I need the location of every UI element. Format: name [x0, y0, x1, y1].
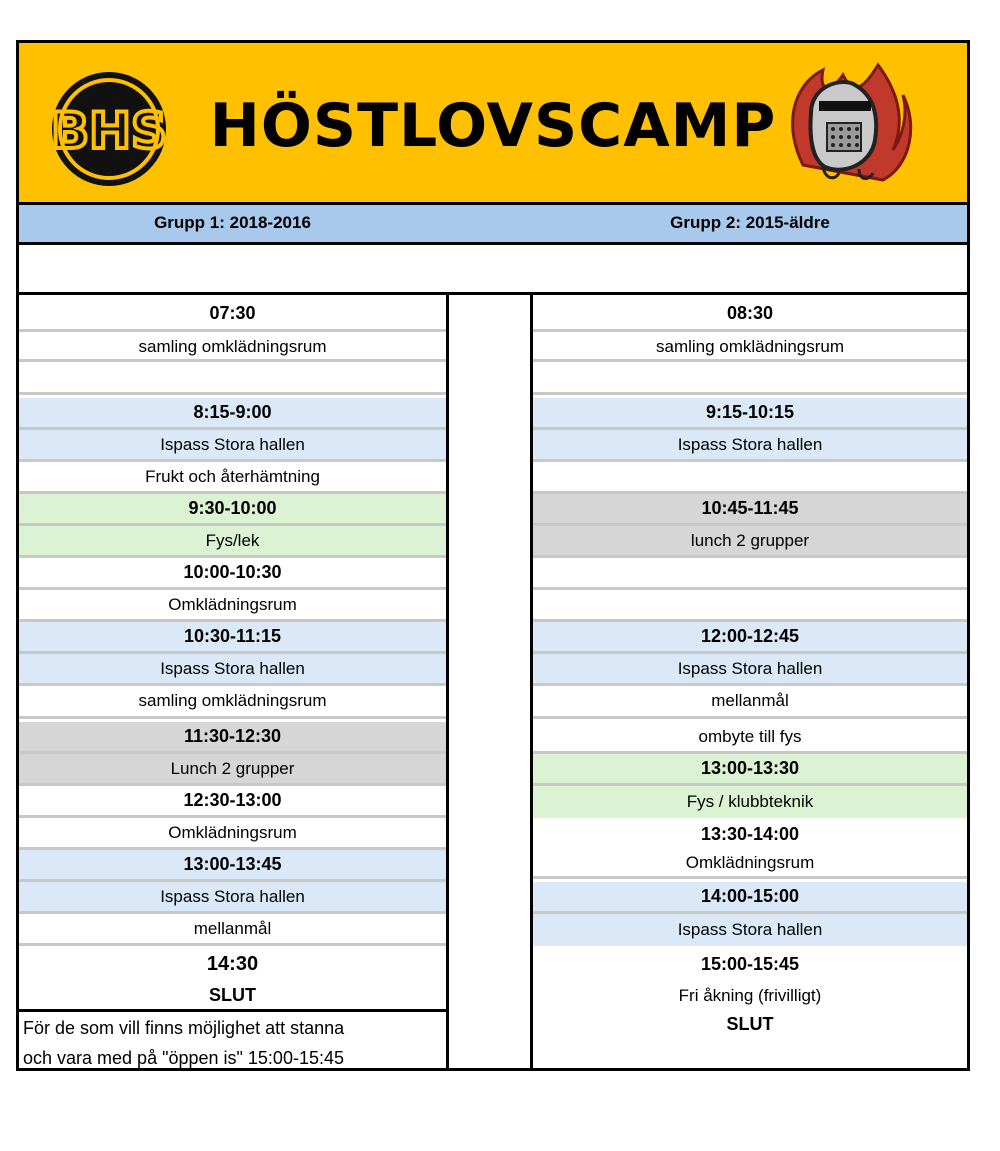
time-slot: 14:00-15:00: [533, 882, 967, 914]
note-line-1: För de som vill finns möjlighet att stanna: [23, 1018, 345, 1038]
time-slot: 13:30-14:00: [533, 818, 967, 853]
activity: Omklädningsrum: [19, 818, 446, 850]
column-divider: [446, 295, 449, 1068]
time-slot: 9:15-10:15: [533, 398, 967, 430]
note-divider: [19, 1009, 446, 1012]
activity: Frukt och återhämtning: [19, 462, 446, 494]
time-slot: 11:30-12:30: [19, 722, 446, 754]
time-slot: 13:00-13:30: [533, 754, 967, 786]
activity: samling omklädningsrum: [533, 335, 967, 362]
time-slot: 14:30: [19, 946, 446, 982]
activity: Ispass Stora hallen: [533, 914, 967, 946]
activity: Fys / klubbteknik: [533, 786, 967, 818]
activity: lunch 2 grupper: [533, 526, 967, 558]
empty-slot: [533, 365, 967, 395]
activity: Omklädningsrum: [533, 850, 967, 879]
time-slot: 8:15-9:00: [19, 398, 446, 430]
group2-heading: Grupp 2: 2015-äldre: [670, 213, 830, 232]
time-slot: 9:30-10:00: [19, 494, 446, 526]
column-divider: [530, 295, 533, 1068]
time-slot: 10:45-11:45: [533, 494, 967, 526]
time-slot: 13:00-13:45: [19, 850, 446, 882]
activity: mellanmål: [19, 914, 446, 946]
activity: Omklädningsrum: [19, 590, 446, 622]
time-slot: SLUT: [19, 982, 446, 1009]
time-slot: SLUT: [533, 1012, 967, 1037]
activity: ombyte till fys: [533, 722, 967, 754]
schedule-sheet: [16, 40, 970, 1071]
time-slot: 10:30-11:15: [19, 622, 446, 654]
empty-slot: [19, 365, 446, 395]
note-line-2: och vara med på "öppen is" 15:00-15:45: [23, 1048, 344, 1068]
activity: samling omklädningsrum: [19, 335, 446, 362]
group1-heading: Grupp 1: 2018-2016: [154, 213, 311, 232]
time-slot: 12:30-13:00: [19, 786, 446, 818]
title-banner: [19, 43, 967, 205]
activity: Fys/lek: [19, 526, 446, 558]
svg-text:BHS: BHS: [51, 102, 167, 160]
empty-slot: [533, 558, 967, 590]
time-slot: 07:30: [19, 298, 446, 332]
empty-slot: [533, 590, 967, 622]
activity: Ispass Stora hallen: [19, 882, 446, 914]
activity: Fri åkning (frivilligt): [533, 982, 967, 1010]
activity: Ispass Stora hallen: [19, 430, 446, 462]
activity: mellanmål: [533, 686, 967, 719]
time-slot: 10:00-10:30: [19, 558, 446, 590]
activity: Lunch 2 grupper: [19, 754, 446, 786]
empty-slot: [533, 462, 967, 494]
activity: samling omklädningsrum: [19, 686, 446, 719]
time-slot: 08:30: [533, 298, 967, 332]
page-title: HÖSTLOVSCAMP: [209, 91, 777, 161]
time-slot: 15:00-15:45: [533, 946, 967, 982]
blank-row: [19, 245, 967, 295]
group-header-row: [19, 205, 967, 245]
activity: Ispass Stora hallen: [533, 430, 967, 462]
time-slot: 12:00-12:45: [533, 622, 967, 654]
knight-helmet-logo: [783, 55, 915, 191]
activity: Ispass Stora hallen: [19, 654, 446, 686]
activity: Ispass Stora hallen: [533, 654, 967, 686]
